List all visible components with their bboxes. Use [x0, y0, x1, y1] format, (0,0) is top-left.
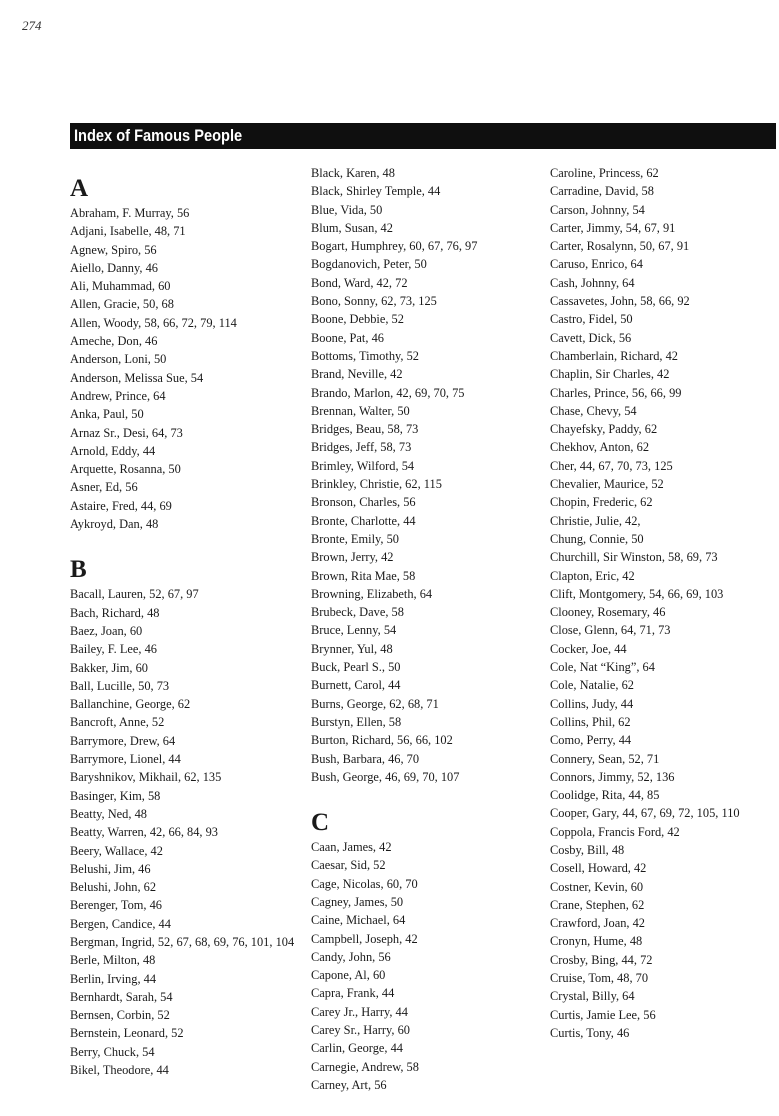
index-entry: Costner, Kevin, 60	[550, 879, 644, 894]
index-entry: Astaire, Fred, 44, 69	[70, 498, 172, 513]
index-entry: Burnett, Carol, 44	[311, 678, 401, 693]
index-list-c	[311, 838, 536, 1094]
index-entry: Blum, Susan, 42	[311, 220, 393, 235]
index-entry: Crystal, Billy, 64	[550, 989, 635, 1004]
index-entry: Caesar, Sid, 52	[311, 858, 386, 873]
index-entry: Carnegie, Andrew, 58	[311, 1059, 419, 1074]
index-entry: Bakker, Jim, 60	[70, 660, 148, 675]
index-entry: Berry, Chuck, 54	[70, 1044, 155, 1059]
index-entry: Como, Perry, 44	[550, 733, 632, 748]
index-entry: Brennan, Walter, 50	[311, 403, 410, 418]
index-entry: Burns, George, 62, 68, 71	[311, 696, 439, 711]
index-entry: Bogdanovich, Peter, 50	[311, 257, 427, 272]
index-entry: Chamberlain, Richard, 42	[550, 348, 679, 363]
index-entry: Chase, Chevy, 54	[550, 403, 637, 418]
index-entry: Ali, Muhammad, 60	[70, 279, 171, 294]
index-entry: Connors, Jimmy, 52, 136	[550, 769, 675, 784]
index-entry: Castro, Fidel, 50	[550, 312, 633, 327]
index-entry: Carter, Jimmy, 54, 67, 91	[550, 220, 676, 235]
index-entry: Caan, James, 42	[311, 840, 392, 855]
index-entry: Cosby, Bill, 48	[550, 842, 625, 857]
index-entry: Brubeck, Dave, 58	[311, 605, 404, 620]
index-entry: Cagney, James, 50	[311, 894, 404, 909]
index-column-3	[550, 164, 778, 1042]
index-entry: Clift, Montgomery, 54, 66, 69, 103	[550, 586, 724, 601]
index-entry: Black, Karen, 48	[311, 166, 395, 180]
index-entry: Carradine, David, 58	[550, 184, 654, 199]
index-entry: Coppola, Francis Ford, 42	[550, 824, 680, 839]
section-letter-c: C	[311, 809, 330, 837]
index-entry: Bancroft, Anne, 52	[70, 715, 165, 730]
index-entry: Bailey, F. Lee, 46	[70, 642, 157, 657]
index-entry: Bono, Sonny, 62, 73, 125	[311, 294, 437, 309]
index-entry: Collins, Phil, 62	[550, 714, 631, 729]
index-entry: Carey Sr., Harry, 60	[311, 1023, 410, 1038]
index-entry: Ball, Lucille, 50, 73	[70, 678, 170, 693]
index-entry: Cole, Nat “King”, 64	[550, 660, 655, 675]
index-entry: Bogart, Humphrey, 60, 67, 76, 97	[311, 239, 478, 254]
index-entry: Belushi, Jim, 46	[70, 861, 151, 876]
index-entry: Churchill, Sir Winston, 58, 69, 73	[550, 550, 718, 565]
index-entry: Bronte, Emily, 50	[311, 531, 399, 546]
index-column-1	[70, 164, 295, 1079]
index-entry: Baryshnikov, Mikhail, 62, 135	[70, 770, 222, 785]
index-entry: Chevalier, Maurice, 52	[550, 477, 664, 492]
index-entry: Bikel, Theodore, 44	[70, 1063, 169, 1078]
index-entry: Beery, Wallace, 42	[70, 843, 163, 858]
index-entry: Belushi, John, 62	[70, 880, 157, 895]
index-title: Index of Famous People	[74, 126, 243, 145]
index-entry: Bacall, Lauren, 52, 67, 97	[70, 587, 199, 602]
index-entry: Chekhov, Anton, 62	[550, 440, 650, 455]
index-entry: Ameche, Don, 46	[70, 334, 158, 349]
section-letter-b: B	[70, 556, 87, 584]
index-entry: Aiello, Danny, 46	[70, 260, 158, 275]
page-number: 274	[22, 18, 42, 33]
index-entry: Bush, George, 46, 69, 70, 107	[311, 769, 460, 784]
index-entry: Bernsen, Corbin, 52	[70, 1008, 170, 1023]
index-entry: Brown, Jerry, 42	[311, 550, 394, 565]
index-entry: Chayefsky, Paddy, 62	[550, 422, 658, 437]
index-entry: Anderson, Melissa Sue, 54	[70, 370, 204, 385]
index-entry: Bernstein, Leonard, 52	[70, 1026, 184, 1041]
index-entry: Agnew, Spiro, 56	[70, 242, 157, 257]
index-entry: Aykroyd, Dan, 48	[70, 517, 159, 532]
index-entry: Baez, Joan, 60	[70, 623, 143, 638]
index-entry: Cassavetes, John, 58, 66, 92	[550, 294, 690, 309]
index-entry: Basinger, Kim, 58	[70, 788, 161, 803]
index-entry: Caine, Michael, 64	[311, 913, 406, 928]
index-entry: Chopin, Frederic, 62	[550, 495, 653, 510]
index-entry: Arnold, Eddy, 44	[70, 443, 156, 458]
index-entry: Bruce, Lenny, 54	[311, 623, 397, 638]
index-entry: Barrymore, Drew, 64	[70, 733, 176, 748]
index-entry: Charles, Prince, 56, 66, 99	[550, 385, 682, 400]
index-entry: Arquette, Rosanna, 50	[70, 462, 181, 477]
index-entry: Allen, Woody, 58, 66, 72, 79, 114	[70, 315, 237, 330]
index-entry: Blue, Vida, 50	[311, 202, 383, 217]
index-entry: Chaplin, Sir Charles, 42	[550, 367, 670, 382]
index-entry: Buck, Pearl S., 50	[311, 660, 401, 675]
index-entry: Boone, Debbie, 52	[311, 312, 404, 327]
index-entry: Carter, Rosalynn, 50, 67, 91	[550, 239, 690, 254]
index-entry: Carlin, George, 44	[311, 1041, 403, 1056]
index-entry: Crane, Stephen, 62	[550, 897, 645, 912]
index-entry: Crosby, Bing, 44, 72	[550, 952, 653, 967]
index-entry: Bach, Richard, 48	[70, 605, 160, 620]
index-entry: Cage, Nicolas, 60, 70	[311, 876, 418, 891]
index-entry: Close, Glenn, 64, 71, 73	[550, 623, 671, 638]
section-letter-a: A	[70, 175, 89, 202]
index-entry: Coolidge, Rita, 44, 85	[550, 788, 660, 803]
index-entry: Anka, Paul, 50	[70, 407, 144, 422]
index-entry: Arnaz Sr., Desi, 64, 73	[70, 425, 183, 440]
index-entry: Cronyn, Hume, 48	[550, 934, 643, 949]
index-entry: Brando, Marlon, 42, 69, 70, 75	[311, 385, 465, 400]
index-entry: Brand, Neville, 42	[311, 367, 403, 382]
index-entry: Black, Shirley Temple, 44	[311, 184, 441, 199]
index-entry: Adjani, Isabelle, 48, 71	[70, 224, 186, 239]
index-entry: Berenger, Tom, 46	[70, 898, 163, 913]
index-entry: Cooper, Gary, 44, 67, 69, 72, 105, 110	[550, 806, 740, 821]
index-entry: Carey Jr., Harry, 44	[311, 1004, 408, 1019]
index-entry: Cole, Natalie, 62	[550, 678, 634, 693]
index-entry: Bergman, Ingrid, 52, 67, 68, 69, 76, 101, 104	[70, 934, 295, 949]
index-entry: Carson, Johnny, 54	[550, 202, 645, 217]
index-entry: Campbell, Joseph, 42	[311, 931, 418, 946]
index-title-banner	[70, 123, 776, 149]
index-entry: Brown, Rita Mae, 58	[311, 568, 416, 583]
index-list-b-continued	[311, 164, 536, 786]
index-entry: Berlin, Irving, 44	[70, 971, 157, 986]
index-entry: Caroline, Princess, 62	[550, 166, 659, 180]
index-entry: Bridges, Beau, 58, 73	[311, 422, 419, 437]
index-entry: Curtis, Jamie Lee, 56	[550, 1007, 656, 1022]
index-entry: Brimley, Wilford, 54	[311, 458, 415, 473]
index-entry: Brynner, Yul, 48	[311, 641, 393, 656]
index-entry: Connery, Sean, 52, 71	[550, 751, 660, 766]
index-entry: Asner, Ed, 56	[70, 480, 138, 495]
index-entry: Bronte, Charlotte, 44	[311, 513, 416, 528]
index-entry: Bernhardt, Sarah, 54	[70, 989, 173, 1004]
index-entry: Carney, Art, 56	[311, 1077, 387, 1092]
index-entry: Barrymore, Lionel, 44	[70, 752, 181, 767]
index-entry: Clapton, Eric, 42	[550, 568, 635, 583]
index-entry: Caruso, Enrico, 64	[550, 257, 643, 272]
index-entry: Bottoms, Timothy, 52	[311, 348, 419, 363]
index-entry: Cavett, Dick, 56	[550, 330, 632, 345]
index-entry: Cocker, Joe, 44	[550, 641, 627, 656]
index-entry: Cash, Johnny, 64	[550, 275, 635, 290]
index-entry: Anderson, Loni, 50	[70, 352, 167, 367]
index-entry: Christie, Julie, 42,	[550, 513, 641, 528]
index-entry: Bond, Ward, 42, 72	[311, 275, 408, 290]
index-entry: Capra, Frank, 44	[311, 986, 395, 1001]
index-entry: Curtis, Tony, 46	[550, 1025, 630, 1040]
index-entry: Burstyn, Ellen, 58	[311, 714, 402, 729]
index-entry: Abraham, F. Murray, 56	[70, 206, 190, 220]
index-list-b	[70, 585, 295, 1079]
index-entry: Bridges, Jeff, 58, 73	[311, 440, 412, 455]
index-entry: Collins, Judy, 44	[550, 696, 634, 711]
index-entry: Andrew, Prince, 64	[70, 388, 166, 403]
index-entry: Ballanchine, George, 62	[70, 697, 191, 712]
index-entry: Chung, Connie, 50	[550, 531, 644, 546]
index-entry: Burton, Richard, 56, 66, 102	[311, 733, 453, 748]
index-entry: Cosell, Howard, 42	[550, 861, 647, 876]
index-entry: Boone, Pat, 46	[311, 330, 384, 345]
index-entry: Beatty, Warren, 42, 66, 84, 93	[70, 825, 219, 840]
index-entry: Brinkley, Christie, 62, 115	[311, 477, 442, 492]
index-entry: Clooney, Rosemary, 46	[550, 605, 666, 620]
index-entry: Bronson, Charles, 56	[311, 495, 416, 510]
index-entry: Candy, John, 56	[311, 949, 391, 964]
index-entry: Crawford, Joan, 42	[550, 916, 645, 931]
index-entry: Allen, Gracie, 50, 68	[70, 297, 174, 312]
index-entry: Beatty, Ned, 48	[70, 806, 147, 821]
index-column-2	[311, 164, 536, 1094]
index-entry: Browning, Elizabeth, 64	[311, 586, 433, 601]
index-entry: Bush, Barbara, 46, 70	[311, 751, 420, 766]
index-entry: Cher, 44, 67, 70, 73, 125	[550, 458, 673, 473]
index-entry: Cruise, Tom, 48, 70	[550, 971, 649, 986]
index-entry: Berle, Milton, 48	[70, 953, 156, 968]
index-list-c-continued	[550, 164, 778, 1042]
index-entry: Capone, Al, 60	[311, 968, 386, 983]
index-list-a	[70, 204, 295, 533]
index-entry: Bergen, Candice, 44	[70, 916, 171, 931]
